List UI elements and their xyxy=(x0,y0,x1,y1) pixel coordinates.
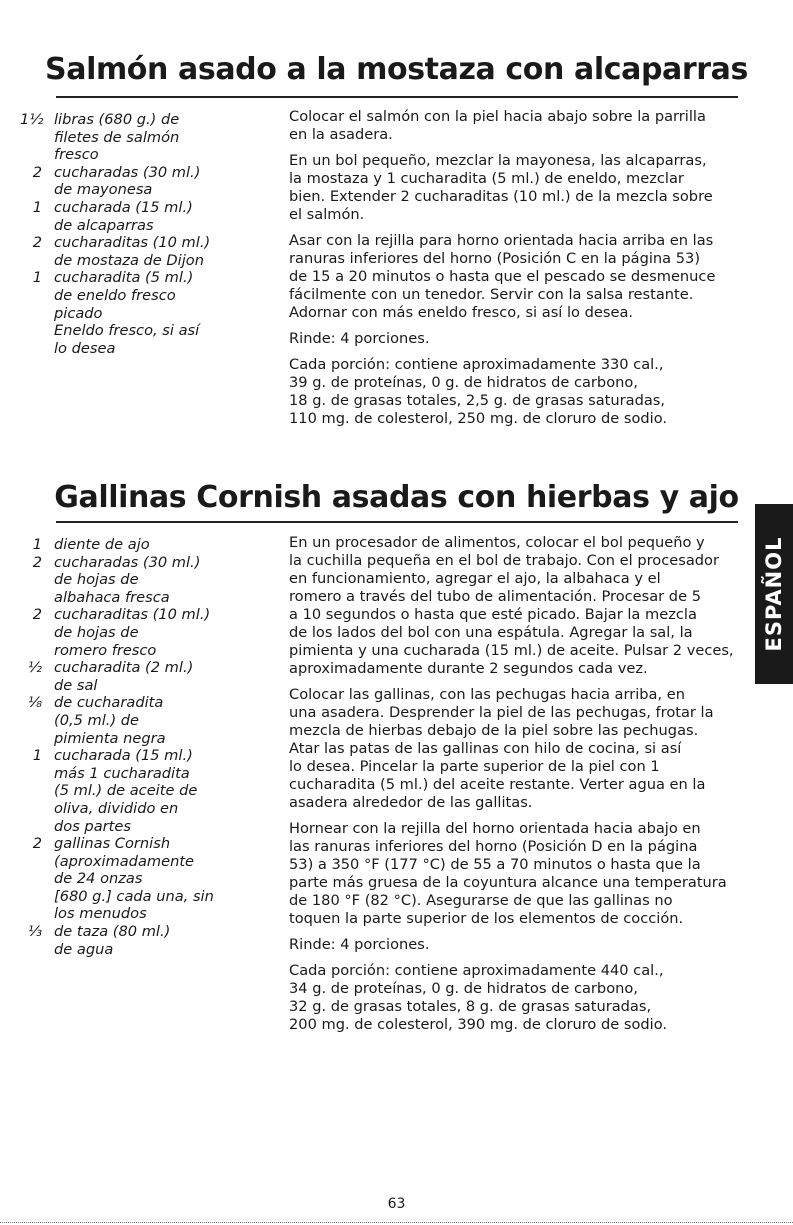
ingredient-quantity: 2 xyxy=(32,606,42,624)
ingredient-quantity: 2 xyxy=(32,163,42,181)
instruction-line: de los lados del bol con una espátula. Agregar la sal, la xyxy=(289,624,693,641)
instruction-paragraph xyxy=(289,152,739,224)
instruction-line: Atar las patas de las gallinas con hilo de cocina, si así xyxy=(289,740,682,757)
ingredient-item xyxy=(20,923,265,958)
ingredient-line: cucharada (15 ml.) xyxy=(54,747,193,765)
instruction-line: 110 mg. de colesterol, 250 mg. de cloruro de sodio. xyxy=(289,410,668,427)
instruction-line: Adornar con más eneldo fresco, si así lo desea. xyxy=(289,304,634,321)
ingredient-description xyxy=(54,199,265,234)
ingredient-line: diente de ajo xyxy=(54,536,150,553)
ingredient-line: picado xyxy=(54,304,103,322)
instruction-paragraph xyxy=(289,232,739,322)
instruction-line: 39 g. de proteínas, 0 g. de hidratos de carbono, xyxy=(289,374,638,391)
ingredient-line: cucharaditas (10 ml.) xyxy=(54,606,211,624)
instruction-line: pimienta y una cucharada (15 ml.) de aceite. Pulsar 2 veces, xyxy=(289,642,734,659)
instruction-line: a 10 segundos o hasta que esté picado. Bajar la mezcla xyxy=(289,606,697,623)
instruction-line: 200 mg. de colesterol, 390 mg. de cloruro de sodio. xyxy=(289,1016,668,1033)
instruction-line: de 180 °F (82 °C). Asegurarse de que las gallinas no xyxy=(289,892,673,909)
recipe-1-divider xyxy=(56,96,738,98)
ingredient-line: cucharaditas (10 ml.) xyxy=(54,234,211,252)
instruction-line: las ranuras inferiores del horno (Posición D en la página xyxy=(289,838,698,855)
ingredient-line: más 1 cucharadita xyxy=(54,764,190,782)
ingredient-quantity: 1 xyxy=(32,747,42,765)
ingredient-line: filetes de salmón xyxy=(54,128,180,146)
instruction-line: romero a través del tubo de alimentación. Procesar de 5 xyxy=(289,588,701,605)
instruction-line: bien. Extender 2 cucharaditas (10 ml.) de la mezcla sobre xyxy=(289,188,713,205)
instruction-line: En un procesador de alimentos, colocar el bol pequeño y xyxy=(289,534,705,551)
instruction-line: de 15 a 20 minutos o hasta que el pescado se desmenuce xyxy=(289,268,716,285)
ingredient-item xyxy=(20,694,265,747)
ingredient-quantity: 1½ xyxy=(20,111,44,128)
instruction-line: en la asadera. xyxy=(289,126,393,143)
ingredient-item xyxy=(20,747,265,835)
ingredient-line: (5 ml.) de aceite de xyxy=(54,782,198,800)
ingredient-quantity: 2 xyxy=(32,835,42,853)
instruction-paragraph xyxy=(289,356,739,428)
ingredient-line: oliva, dividido en xyxy=(54,799,179,817)
ingredient-quantity xyxy=(20,322,54,357)
ingredient-line: (aproximadamente xyxy=(54,852,195,870)
ingredient-item xyxy=(20,659,265,694)
ingredient-line: romero fresco xyxy=(54,641,157,659)
instruction-paragraph xyxy=(289,534,739,678)
instruction-line: una asadera. Desprender la piel de las pechugas, frotar la xyxy=(289,704,714,721)
ingredient-line: de taza (80 ml.) xyxy=(54,923,171,941)
ingredient-description xyxy=(54,536,265,554)
instruction-paragraph xyxy=(289,820,739,928)
instruction-line: toquen la parte superior de los elementos de cocción. xyxy=(289,910,684,927)
ingredient-quantity: 1 xyxy=(32,198,42,216)
language-side-tab xyxy=(755,504,793,684)
instruction-line: 53) a 350 °F (177 °C) de 55 a 70 minutos o hasta que la xyxy=(289,856,701,873)
ingredient-line: cucharadita (2 ml.) xyxy=(54,659,194,677)
ingredient-item xyxy=(20,164,265,199)
recipe-2-instructions xyxy=(289,534,739,1042)
ingredient-line: de agua xyxy=(54,940,114,958)
ingredient-line: los menudos xyxy=(54,905,147,923)
ingredient-quantity: 2 xyxy=(32,553,42,571)
ingredient-quantity: 1 xyxy=(32,536,42,553)
recipe-1-instructions xyxy=(289,108,739,436)
ingredient-line: lo desea xyxy=(54,339,116,357)
instruction-paragraph xyxy=(289,330,739,348)
instruction-paragraph xyxy=(289,686,739,812)
instruction-line: lo desea. Pincelar la parte superior de la piel con 1 xyxy=(289,758,660,775)
ingredient-line: cucharada (15 ml.) xyxy=(54,198,193,216)
ingredient-line: de cucharadita xyxy=(54,694,164,712)
ingredient-item xyxy=(20,322,265,357)
ingredient-description xyxy=(54,835,265,923)
ingredient-description xyxy=(54,606,265,659)
instruction-line: Rinde: 4 porciones. xyxy=(289,330,430,347)
ingredient-line: cucharadas (30 ml.) xyxy=(54,553,201,571)
instruction-paragraph xyxy=(289,108,739,144)
ingredient-item xyxy=(20,536,265,554)
ingredient-line: cucharadita (5 ml.) xyxy=(54,269,194,287)
ingredient-line: de 24 onzas xyxy=(54,870,143,888)
ingredient-item xyxy=(20,606,265,659)
recipe-2-ingredients xyxy=(20,536,265,958)
ingredient-line: (0,5 ml.) de xyxy=(54,711,140,729)
ingredient-line: fresco xyxy=(54,146,99,164)
ingredient-line: de hojas de xyxy=(54,623,139,641)
ingredient-line: dos partes xyxy=(54,817,131,835)
ingredient-description xyxy=(54,322,265,357)
ingredient-line: pimienta negra xyxy=(54,729,166,747)
instruction-line: Cada porción: contiene aproximadamente 330 cal., xyxy=(289,356,664,373)
ingredient-item xyxy=(20,269,265,322)
footer-dotted-line xyxy=(0,1222,793,1223)
instruction-line: Colocar las gallinas, con las pechugas hacia arriba, en xyxy=(289,686,685,703)
ingredient-item xyxy=(20,554,265,607)
instruction-line: 34 g. de proteínas, 0 g. de hidratos de carbono, xyxy=(289,980,638,997)
ingredient-description xyxy=(54,747,265,835)
instruction-line: En un bol pequeño, mezclar la mayonesa, las alcaparras, xyxy=(289,152,707,169)
page-number: 63 xyxy=(387,1196,406,1212)
recipe-1-ingredients xyxy=(20,111,265,357)
ingredient-quantity: ⅓ xyxy=(27,923,42,941)
ingredient-description xyxy=(54,234,265,269)
ingredient-line: de mostaza de Dijon xyxy=(54,251,204,269)
ingredient-line: de alcaparras xyxy=(54,216,154,234)
ingredient-description xyxy=(54,694,265,747)
ingredient-item xyxy=(20,111,265,164)
ingredient-line: cucharadas (30 ml.) xyxy=(54,163,201,181)
instruction-line: fácilmente con un tenedor. Servir con la salsa restante. xyxy=(289,286,694,303)
ingredient-item xyxy=(20,199,265,234)
ingredient-description xyxy=(54,659,265,694)
ingredient-line: albahaca fresca xyxy=(54,588,170,606)
instruction-paragraph xyxy=(289,962,739,1034)
ingredient-quantity: 1 xyxy=(32,269,42,287)
ingredient-quantity: ⅛ xyxy=(27,694,42,712)
ingredient-item xyxy=(20,835,265,923)
ingredient-line: [680 g.] cada una, sin xyxy=(54,887,214,905)
instruction-line: aproximadamente durante 2 segundos cada vez. xyxy=(289,660,648,677)
instruction-line: cucharadita (5 ml.) del aceite restante. Verter agua en la xyxy=(289,776,706,793)
ingredient-item xyxy=(20,234,265,269)
recipe-2-title: Gallinas Cornish asadas con hierbas y ajo xyxy=(54,480,739,515)
ingredient-line: de eneldo fresco xyxy=(54,286,176,304)
ingredient-description xyxy=(54,923,265,958)
instruction-line: 32 g. de grasas totales, 8 g. de grasas saturadas, xyxy=(289,998,652,1015)
ingredient-quantity: ½ xyxy=(27,659,42,677)
instruction-line: Hornear con la rejilla del horno orientada hacia abajo en xyxy=(289,820,701,837)
instruction-line: la mostaza y 1 cucharadita (5 ml.) de eneldo, mezclar xyxy=(289,170,684,187)
instruction-line: Asar con la rejilla para horno orientada hacia arriba en las xyxy=(289,232,714,249)
instruction-line: asadera alrededor de las gallitas. xyxy=(289,794,533,811)
ingredient-quantity: 2 xyxy=(32,234,42,252)
ingredient-line: de hojas de xyxy=(54,571,139,589)
ingredient-line: libras (680 g.) de xyxy=(54,111,180,128)
instruction-line: Colocar el salmón con la piel hacia abajo sobre la parrilla xyxy=(289,108,706,125)
ingredient-description xyxy=(54,164,265,199)
instruction-line: parte más gruesa de la coyuntura alcance una temperatura xyxy=(289,874,727,891)
ingredient-line: Eneldo fresco, si así xyxy=(54,322,200,340)
instruction-line: 18 g. de grasas totales, 2,5 g. de grasas saturadas, xyxy=(289,392,666,409)
instruction-paragraph xyxy=(289,936,739,954)
instruction-line: en funcionamiento, agregar el ajo, la albahaca y el xyxy=(289,570,661,587)
ingredient-description xyxy=(54,554,265,607)
ingredient-line: gallinas Cornish xyxy=(54,835,171,853)
instruction-line: la cuchilla pequeña en el bol de trabajo. Con el procesador xyxy=(289,552,719,569)
instruction-line: Rinde: 4 porciones. xyxy=(289,936,430,953)
ingredient-description xyxy=(54,269,265,322)
recipe-2-divider xyxy=(56,521,738,523)
instruction-line: el salmón. xyxy=(289,206,365,223)
instruction-line: Cada porción: contiene aproximadamente 440 cal., xyxy=(289,962,664,979)
ingredient-line: de sal xyxy=(54,676,98,694)
instruction-line: ranuras inferiores del horno (Posición C en la página 53) xyxy=(289,250,701,267)
ingredient-line: de mayonesa xyxy=(54,181,153,199)
language-tab-label: ESPAÑOL xyxy=(762,536,786,652)
ingredient-description xyxy=(54,111,265,164)
instruction-line: mezcla de hierbas debajo de la piel sobre las pechugas. xyxy=(289,722,699,739)
recipe-1-title: Salmón asado a la mostaza con alcaparras xyxy=(45,52,748,87)
